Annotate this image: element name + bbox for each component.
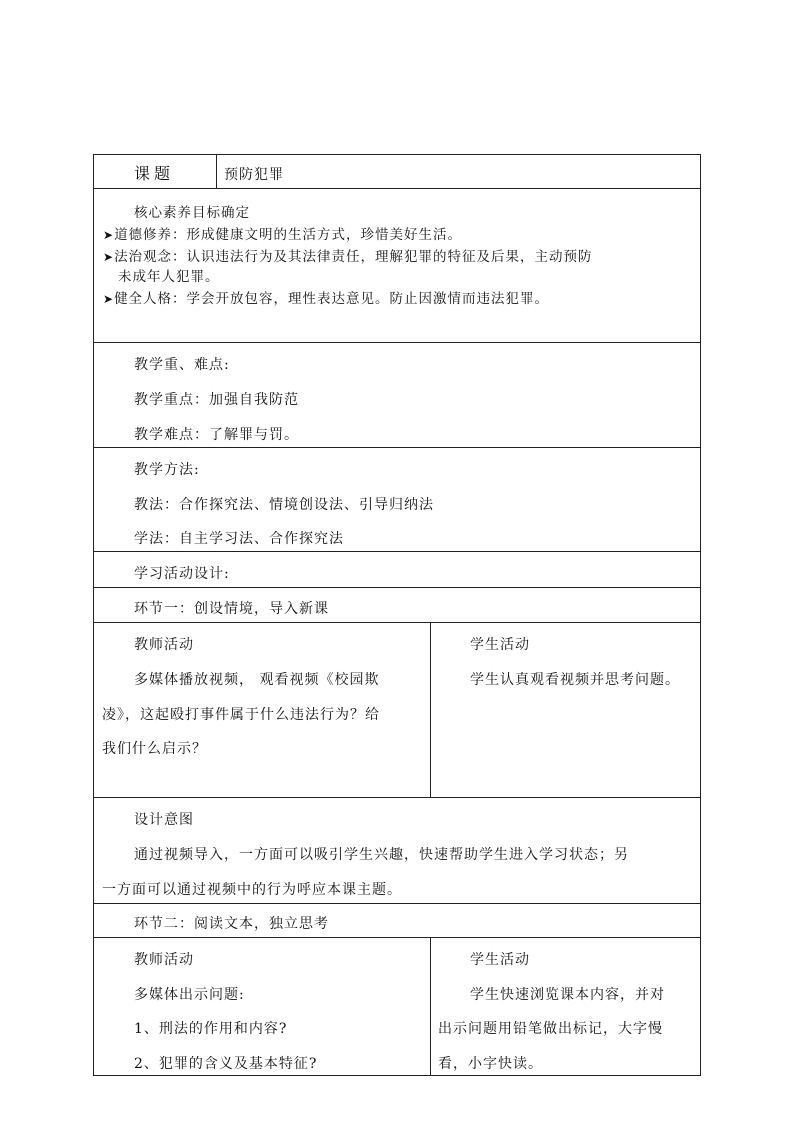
teacher-activity-text: 1、刑法的作用和内容? <box>134 1021 288 1037</box>
row-divider <box>93 342 701 343</box>
key-points-heading: 教学重、难点: <box>134 357 230 373</box>
topic-label: 课题 <box>134 164 175 183</box>
teacher-activity-heading: 教师活动 <box>134 952 194 968</box>
teaching-methods: 教法：合作探究法、情境创设法、引导归纳法 <box>134 497 434 513</box>
key-difficulty: 教学难点：了解罪与罚。 <box>134 427 299 443</box>
methods-heading: 教学方法: <box>134 462 200 478</box>
core-goals-heading: 核心素养目标确定 <box>134 205 250 221</box>
core-goal-text: 法治观念：认识违法行为及其法律责任，理解犯罪的特征及后果，主动预防 <box>114 249 593 265</box>
design-intent-text: 一方面可以通过视频中的行为呼应本课主题。 <box>102 882 402 898</box>
row-divider <box>93 937 701 938</box>
design-intent-heading: 设计意图 <box>134 812 194 828</box>
core-goal-continuation: 未成年人犯罪。 <box>118 269 220 285</box>
bullet-arrow-icon: ➤ <box>103 250 115 264</box>
row-divider <box>93 447 701 448</box>
row-divider <box>93 551 701 552</box>
stage-one-title: 环节一：创设情境，导入新课 <box>134 601 329 617</box>
row-divider <box>93 587 701 588</box>
core-goal-text: 健全人格：学会开放包容，理性表达意见。防止因激情而违法犯罪。 <box>114 291 550 307</box>
column-divider <box>430 937 431 1076</box>
bullet-arrow-icon: ➤ <box>103 292 115 306</box>
student-activity-text: 学生认真观看视频并思考问题。 <box>470 672 680 688</box>
learning-methods: 学法：自主学习法、合作探究法 <box>134 531 344 547</box>
core-goal-item <box>103 247 593 267</box>
teacher-activity-text: 2、犯罪的含义及基本特征? <box>134 1056 318 1072</box>
student-activity-text: 看，小字快读。 <box>438 1056 543 1072</box>
teacher-activity-heading: 教师活动 <box>134 637 194 653</box>
row-divider <box>93 188 701 189</box>
core-goal-text: 道德修养：形成健康文明的生活方式，珍惜美好生活。 <box>114 227 463 243</box>
key-focus: 教学重点：加强自我防范 <box>134 392 299 408</box>
row-divider <box>93 903 701 904</box>
row-divider <box>93 622 701 623</box>
design-intent-text: 通过视频导入，一方面可以吸引学生兴趣，快速帮助学生进入学习状态；另 <box>134 847 629 863</box>
student-activity-text: 出示问题用铅笔做出标记，大字慢 <box>438 1021 663 1037</box>
activity-design-heading: 学习活动设计: <box>134 566 230 582</box>
teacher-activity-text: 凌》，这起殴打事件属于什么违法行为？给 <box>102 707 380 723</box>
core-goal-item <box>103 289 549 309</box>
stage-two-title: 环节二：阅读文本，独立思考 <box>134 916 329 932</box>
student-activity-heading: 学生活动 <box>470 637 530 653</box>
teacher-activity-text: 多媒体出示问题: <box>134 987 245 1003</box>
row-divider <box>93 797 701 798</box>
bullet-arrow-icon: ➤ <box>103 228 115 242</box>
student-activity-text: 学生快速浏览课本内容，并对 <box>470 987 665 1003</box>
teacher-activity-text: 我们什么启示？ <box>102 741 207 757</box>
student-activity-heading: 学生活动 <box>470 952 530 968</box>
column-divider <box>216 154 217 188</box>
teacher-activity-text: 多媒体播放视频， 观看视频《校园欺 <box>134 672 380 688</box>
column-divider <box>430 622 431 797</box>
core-goal-item <box>103 225 462 245</box>
topic-value: 预防犯罪 <box>224 167 284 183</box>
